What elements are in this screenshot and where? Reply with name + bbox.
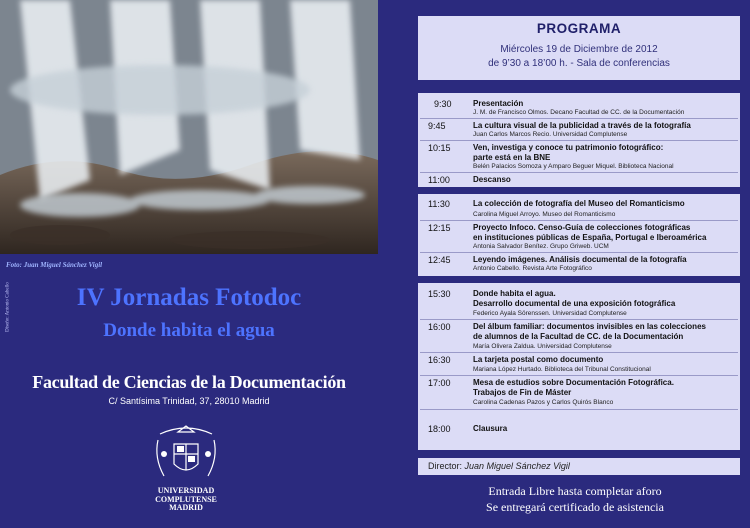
- program-header: [418, 16, 740, 80]
- session-time: 17:00: [428, 378, 451, 388]
- session-title: La tarjeta postal como documento: [473, 355, 604, 364]
- session-title: Del álbum familiar: documentos invisibles en las colecciones: [473, 322, 706, 331]
- session-speaker: Mariana López Hurtado. Biblioteca del Tribunal Constitucional: [473, 366, 651, 373]
- session-time: 15:30: [428, 289, 451, 299]
- university-line-1: UNIVERSIDAD: [157, 486, 215, 495]
- session-title: Mesa de estudios sobre Documentación Fotográfica.: [473, 378, 674, 387]
- session-speaker: Carolina Cadenas Pazos y Carlos Quirós Blanco: [473, 399, 614, 406]
- session-speaker: Federico Ayala Sörenssen. Universidad Complutense: [473, 310, 627, 317]
- session-title: La cultura visual de la publicidad a través de la fotografía: [473, 121, 691, 130]
- session-speaker: Antonio Cabello. Revista Arte Fotográfico: [473, 265, 592, 272]
- divider: [420, 172, 738, 173]
- session-speaker: Carolina Miguel Arroyo. Museo del Romanticismo: [473, 211, 616, 218]
- photo-credit: Foto: Juan Miguel Sánchez Vigil: [6, 261, 103, 269]
- program-time-place: de 9’30 a 18’00 h. - Sala de conferencias: [488, 58, 670, 69]
- session-speaker: Antonia Salvador Benítez. Grupo Griweb. UCM: [473, 243, 609, 250]
- session-title: La colección de fotografía del Museo del Romanticismo: [473, 199, 685, 208]
- session-speaker: María Olivera Zaldua. Universidad Complutense: [473, 343, 612, 350]
- director-label: Director:: [428, 461, 463, 471]
- session-title: Descanso: [473, 175, 511, 184]
- session-time: 12:15: [428, 223, 451, 233]
- design-credit-text: Diseño: Antonio Cabello: [5, 282, 11, 332]
- waterfall-image: [0, 0, 378, 254]
- divider: [420, 140, 738, 141]
- program-block-afternoon: [418, 283, 740, 450]
- certificate-note: Se entregará certificado de asistencia: [486, 500, 664, 514]
- divider: [420, 352, 738, 353]
- program-block-morning-2: [418, 194, 740, 276]
- session-time: 11:30: [428, 199, 450, 209]
- university-crest-icon: [150, 424, 222, 486]
- faculty-address: C/ Santísima Trinidad, 37, 28010 Madrid: [108, 396, 270, 406]
- director-bar: [418, 458, 740, 475]
- director-text: [428, 461, 570, 471]
- free-entry-note: Entrada Libre hasta completar aforo: [488, 484, 662, 498]
- divider: [420, 319, 738, 320]
- session-time: 9:30: [434, 99, 452, 109]
- session-title: Presentación: [473, 99, 524, 108]
- event-title: IV Jornadas Fotodoc: [76, 284, 302, 311]
- program-block-morning-1: [418, 93, 740, 187]
- university-line-2: COMPLUTENSE: [155, 494, 217, 504]
- divider: [420, 409, 738, 410]
- session-speaker: J. M. de Francisco Olmos. Decano Facultad de CC. de la Documentación: [473, 109, 685, 116]
- session-title-line-2: en instituciones públicas de España, Portugal e Iberoamérica: [473, 233, 707, 242]
- session-speaker: Belén Palacios Somoza y Amparo Beguer Miquel. Biblioteca Nacional: [473, 163, 674, 170]
- event-subtitle: Donde habita el agua: [103, 320, 275, 341]
- session-title-line-2: Desarrollo documental de una exposición fotográfica: [473, 299, 676, 308]
- director-name: Juan Miguel Sánchez Vigil: [464, 461, 570, 471]
- divider: [420, 220, 738, 221]
- session-title-line-2: Trabajos de Fin de Máster: [473, 388, 572, 397]
- session-title: Ven, investiga y conoce tu patrimonio fotográfico:: [473, 143, 664, 152]
- session-title: Donde habita el agua.: [473, 289, 556, 298]
- session-time: 11:00: [428, 175, 450, 185]
- session-title: Leyendo imágenes. Análisis documental de la fotografía: [473, 255, 687, 264]
- session-title: Clausura: [473, 424, 508, 433]
- program-title: PROGRAMA: [536, 21, 622, 36]
- program-date: Miércoles 19 de Diciembre de 2012: [500, 44, 658, 55]
- session-time: 10:15: [428, 143, 451, 153]
- session-time: 18:00: [428, 424, 451, 434]
- session-time: 9:45: [428, 121, 446, 131]
- waterfall-photo: [0, 0, 378, 254]
- session-time: 12:45: [428, 255, 451, 265]
- session-speaker: Juan Carlos Marcos Recio. Universidad Complutense: [473, 131, 628, 138]
- divider: [420, 252, 738, 253]
- session-time: 16:30: [428, 355, 451, 365]
- university-line-3: MADRID: [169, 503, 203, 512]
- session-time: 16:00: [428, 322, 451, 332]
- faculty-name: Facultad de Ciencias de la Documentación: [32, 372, 346, 392]
- divider: [420, 118, 738, 119]
- session-title-line-2: parte está en la BNE: [473, 153, 551, 162]
- university-name: [142, 487, 230, 513]
- session-title-line-2: de alumnos de la Facultad de CC. de la Documentación: [473, 332, 684, 341]
- session-title: Proyecto Infoco. Censo-Guía de colecciones fotográficas: [473, 223, 691, 232]
- divider: [420, 375, 738, 376]
